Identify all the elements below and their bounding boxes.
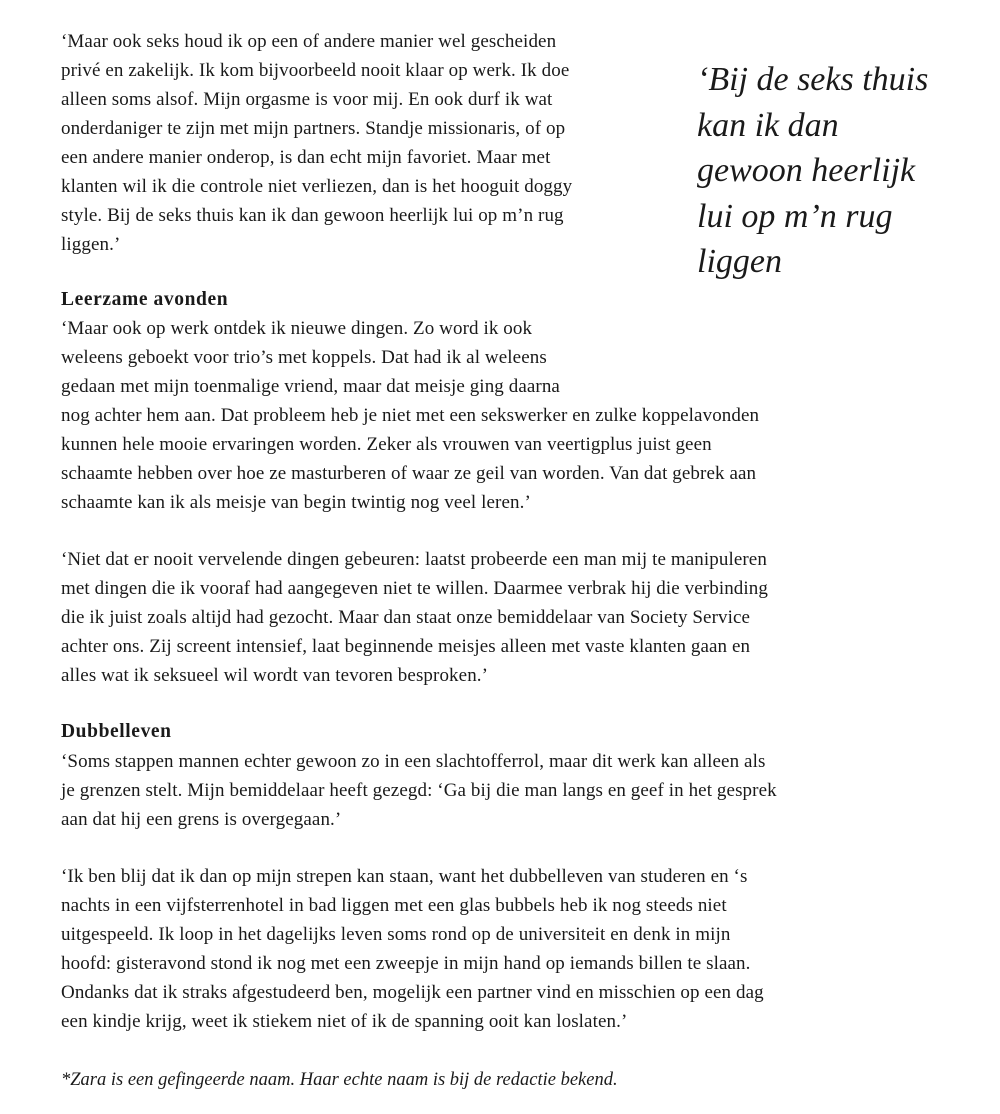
text-line: weleens geboekt voor trio’s met koppels. Dat had ik al weleens (61, 347, 547, 368)
text-line: hoofd: gisteravond stond ik nog met een zweepje in mijn hand op iemands billen te slaan. (61, 953, 751, 974)
pull-quote (697, 57, 987, 285)
pull-quote-line: lui op m’n rug (697, 197, 893, 235)
text-line: ‘Ik ben blij dat ik dan op mijn strepen kan staan, want het dubbelleven van studeren en ‘s (61, 866, 748, 887)
text-line: gedaan met mijn toenmalige vriend, maar dat meisje ging daarna (61, 376, 560, 397)
section2-paragraph-2 (61, 862, 764, 1036)
section1-paragraph-1 (61, 314, 759, 517)
text-line: style. Bij de seks thuis kan ik dan gewoon heerlijk lui op m’n rug (61, 205, 564, 226)
text-line: klanten wil ik die controle niet verliezen, dan is het hooguit doggy (61, 176, 573, 197)
text-line: uitgespeeld. Ik loop in het dagelijks leven soms rond op de universiteit en denk in mijn (61, 924, 731, 945)
pull-quote-line: ‘Bij de seks thuis (697, 61, 929, 98)
text-line: achter ons. Zij screent intensief, laat beginnende meisjes alleen met vaste klanten gaan en (61, 636, 751, 657)
text-line: ‘Maar ook seks houd ik op een of andere manier wel gescheiden (61, 31, 557, 52)
text-line: nachts in een vijfsterrenhotel in bad liggen met een glas bubbels heb ik nog steeds niet (61, 895, 727, 916)
text-line: liggen.’ (61, 234, 121, 255)
text-line: nog achter hem aan. Dat probleem heb je niet met een sekswerker en zulke koppelavonden (61, 405, 760, 426)
text-line: die ik juist zoals altijd had gezocht. Maar dan staat onze bemiddelaar van Society Service (61, 607, 751, 628)
section1-paragraph-2 (61, 545, 768, 690)
text-line: een kindje krijg, weet ik stiekem niet of ik de spanning ooit kan loslaten.’ (61, 1011, 628, 1032)
footnote: *Zara is een gefingeerde naam. Haar echte naam is bij de redactie bekend. (61, 1070, 618, 1090)
text-line: onderdaniger te zijn met mijn partners. Standje missionaris, of op (61, 118, 566, 139)
section-heading-dubbelleven: Dubbelleven (61, 721, 172, 742)
text-line: Ondanks dat ik straks afgestudeerd ben, mogelijk een partner vind en misschien op een dag (61, 982, 764, 1003)
text-line: schaamte hebben over hoe ze masturberen of waar ze geil van worden. Van dat gebrek aan (61, 463, 757, 484)
section-heading-leerzame-avonden: Leerzame avonden (61, 289, 229, 310)
text-line: kunnen hele mooie ervaringen worden. Zeker als vrouwen van veertigplus juist geen (61, 434, 712, 455)
text-line: schaamte kan ik als meisje van begin twintig nog veel leren.’ (61, 492, 531, 513)
pull-quote-line: liggen (697, 243, 782, 281)
intro-paragraph (61, 27, 572, 259)
text-line: je grenzen stelt. Mijn bemiddelaar heeft gezegd: ‘Ga bij die man langs en geef in het gesprek (61, 780, 777, 801)
text-line: met dingen die ik vooraf had aangegeven niet te willen. Daarmee verbrak hij die verbinding (61, 578, 768, 599)
section2-paragraph-1 (61, 747, 777, 834)
pull-quote-line: kan ik dan (697, 106, 839, 144)
text-line: aan dat hij een grens is overgegaan.’ (61, 809, 342, 830)
text-line: ‘Niet dat er nooit vervelende dingen gebeuren: laatst probeerde een man mij te manipuleren (61, 549, 767, 570)
text-line: ‘Soms stappen mannen echter gewoon zo in een slachtofferrol, maar dit werk kan alleen als (61, 751, 766, 772)
pull-quote-line: gewoon heerlijk (697, 152, 916, 190)
text-line: ‘Maar ook op werk ontdek ik nieuwe dingen. Zo word ik ook (61, 318, 533, 339)
text-line: alleen soms alsof. Mijn orgasme is voor mij. En ook durf ik wat (61, 89, 553, 110)
text-line: een andere manier onderop, is dan echt mijn favoriet. Maar met (61, 147, 551, 168)
text-line: alles wat ik seksueel wil wordt van tevoren besproken.’ (61, 665, 489, 686)
text-line: privé en zakelijk. Ik kom bijvoorbeeld nooit klaar op werk. Ik doe (61, 60, 570, 81)
